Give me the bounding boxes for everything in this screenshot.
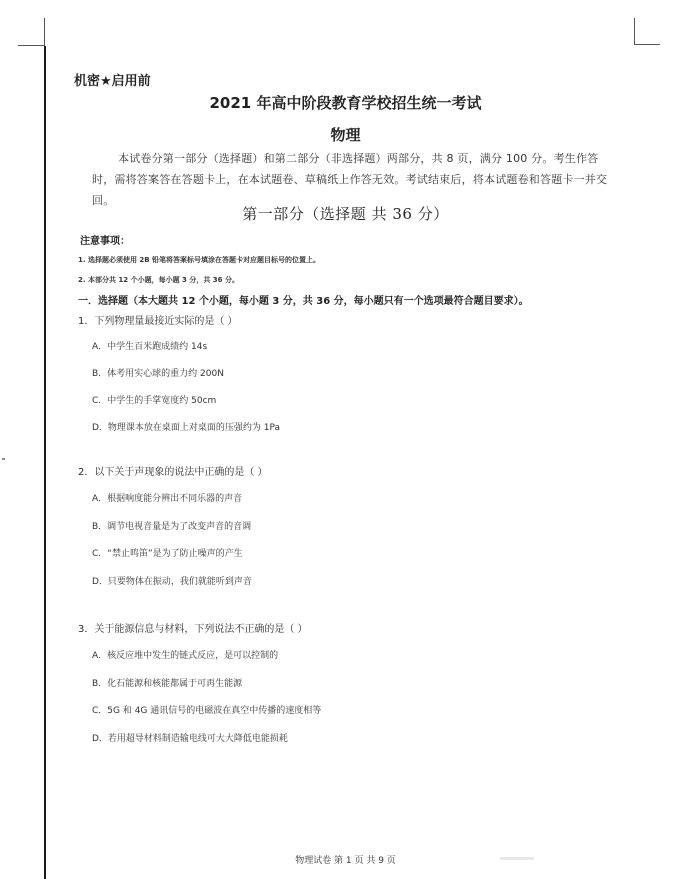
question-option: A．根据响度能分辨出不同乐器的声音	[92, 494, 243, 504]
question-option: D．物理课本放在桌面上对桌面的压强约为 1Pa	[92, 423, 281, 433]
section-heading: 一．选择题（本大题共 12 个小题，每小题 3 分，共 36 分，每小题只有一个选项最符合题目要求）。	[78, 296, 529, 307]
part-one-title: 第一部分（选择题 共 36 分）	[242, 205, 449, 223]
exam-title: 2021 年高中阶段教育学校招生统一考试	[209, 94, 482, 112]
notice-heading: 注意事项：	[80, 236, 130, 247]
notice-item: 2. 本部分共 12 个小题，每小题 3 分，共 36 分。	[78, 276, 239, 284]
binding-line	[44, 46, 46, 879]
question-stem: 3．关于能源信息与材料，下列说法不正确的是（ ）	[78, 624, 308, 635]
question-option: A．核反应堆中发生的链式反应，是可以控制的	[92, 651, 279, 661]
question-option: A．中学生百米跑成绩约 14s	[92, 342, 208, 352]
crop-mark-top-left-h	[18, 45, 44, 46]
question-option: C．“禁止鸣笛”是为了防止噪声的产生	[92, 549, 243, 559]
question-option: B．调节电视音量是为了改变声音的音调	[92, 522, 252, 532]
page-footer: 物理试卷 第 1 页 共 9 页	[295, 856, 396, 866]
question-option: D．只要物体在振动，我们就能听到声音	[92, 577, 252, 587]
question-stem: 2．以下关于声现象的说法中正确的是（ ）	[78, 467, 268, 478]
subject-title: 物理	[330, 126, 361, 144]
intro-paragraph: 本试卷分第一部分（选择题）和第二部分（非选择题）两部分，共 8 页，满分 100 分。考生作答时，需将答案答在答题卡上，在本试题卷、草稿纸上作答无效。考试结束后，将本试题卷和答题卡一并交回。	[92, 152, 608, 207]
secret-label: 机密★启用前	[74, 74, 151, 89]
notice-item: 1. 选择题必须使用 2B 铅笔将答案标号填涂在答题卡对应题目标号的位置上。	[78, 256, 321, 264]
question-option: D．若用超导材料制造输电线可大大降低电能损耗	[92, 734, 288, 744]
question-option: B．体考用实心球的重力约 200N	[92, 369, 224, 379]
crop-mark-top-right-v	[634, 18, 635, 45]
crop-mark-top-left-v	[44, 18, 45, 46]
margin-mark	[2, 458, 5, 460]
question-option: B．化石能源和核能都属于可再生能源	[92, 679, 243, 689]
question-option: C．5G 和 4G 通讯信号的电磁波在真空中传播的速度相等	[92, 706, 322, 716]
question-stem: 1．下列物理量最接近实际的是（ ）	[78, 316, 238, 327]
question-option: C．中学生的手掌宽度约 50cm	[92, 396, 217, 406]
scan-smudge	[500, 857, 534, 860]
crop-mark-top-right-h	[634, 44, 660, 45]
